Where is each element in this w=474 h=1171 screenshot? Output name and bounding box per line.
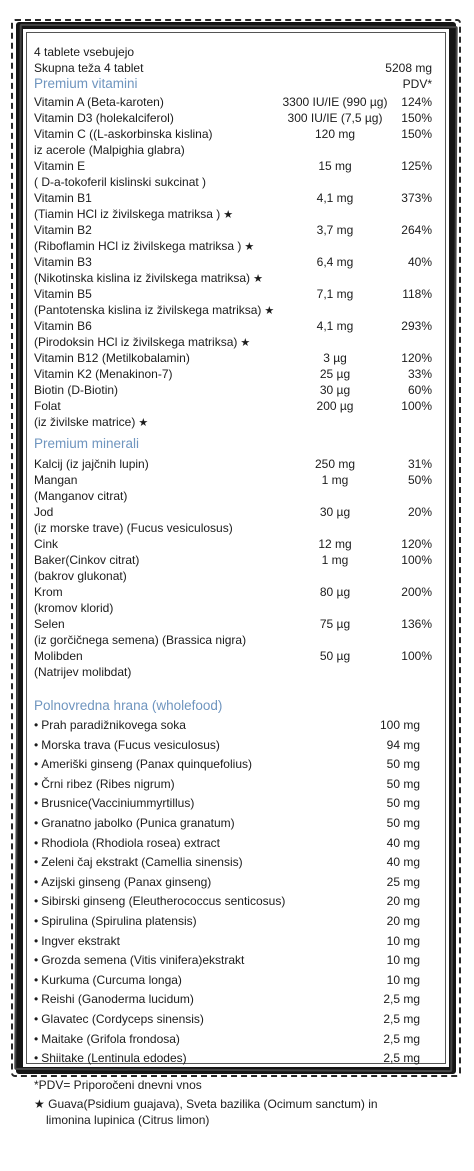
nutrient-row (34, 520, 438, 536)
nutrient-row (34, 110, 438, 126)
wholefood-list (34, 716, 438, 1069)
nutrient-amount: 4,1 mg (316, 319, 354, 333)
nutrient-amount: 1 mg (321, 473, 349, 487)
nutrient-amount: 1 mg (321, 553, 349, 567)
nutrient-amount: 200 µg (316, 399, 354, 413)
nutrient-pdv: 60% (407, 383, 432, 397)
nutrient-pdv: 136% (401, 617, 432, 631)
wholefood-row (34, 755, 438, 775)
nutrient-row (34, 366, 438, 382)
wholefood-name: Zeleni čaj ekstrakt (Camellia sinensis) (41, 855, 243, 870)
bullet-icon: • (34, 874, 39, 889)
nutrient-row (34, 552, 438, 568)
nutrient-name: (Manganov citrat) (34, 489, 128, 503)
wholefood-row (34, 736, 438, 756)
nutrient-pdv: 40% (407, 255, 432, 269)
nutrient-row (34, 568, 438, 584)
nutrient-amount: 120 mg (314, 127, 356, 141)
wholefood-amount: 20 mg (386, 913, 420, 928)
wholefood-name: Sibirski ginseng (Eleutherococcus senticosus) (41, 894, 286, 909)
star-icon: ★ (223, 209, 234, 221)
wholefood-name: Morska trava (Fucus vesiculosus) (41, 737, 220, 752)
wholefood-row (34, 1010, 438, 1030)
nutrient-row (34, 648, 438, 664)
wholefood-title: Polnovredna hrana (wholefood) (34, 698, 223, 713)
nutrient-name: Krom (34, 585, 63, 599)
bullet-icon: • (34, 1051, 39, 1066)
wholefood-row (34, 892, 438, 912)
nutrient-amount: 75 µg (319, 617, 351, 631)
nutrient-pdv: 100% (401, 649, 432, 663)
nutrient-amount: 4,1 mg (316, 191, 354, 205)
wholefood-amount: 10 mg (386, 953, 420, 968)
star-icon: ★ (240, 337, 251, 349)
nutrient-pdv: 31% (407, 457, 432, 471)
wholefood-amount: 20 mg (386, 894, 420, 909)
nutrient-name: (Pirodoksin HCl iz živilskega matriksa) ★ (34, 335, 251, 349)
nutrient-name: (Natrijev molibdat) (34, 665, 132, 679)
nutrient-row (34, 270, 438, 286)
nutrient-name: (Tiamin HCl iz živilskega matriksa ) ★ (34, 207, 234, 221)
nutrient-name: Vitamin B3 (34, 255, 92, 269)
nutrient-row (34, 302, 438, 318)
nutrient-amount: 3,7 mg (316, 223, 354, 237)
nutrient-name: Vitamin E (34, 159, 86, 173)
wholefood-amount: 50 mg (386, 776, 420, 791)
nutrient-pdv: 120% (401, 351, 432, 365)
bullet-icon: • (34, 913, 39, 928)
nutrient-row (34, 94, 438, 110)
nutrient-row (34, 504, 438, 520)
nutrient-name: Biotin (D-Biotin) (34, 383, 119, 397)
nutrient-name: Vitamin B6 (34, 319, 92, 333)
nutrient-amount: 300 IU/IE (7,5 µg) (287, 111, 383, 125)
wholefood-name: Ameriški ginseng (Panax quinquefolius) (41, 757, 252, 772)
nutrient-row (34, 584, 438, 600)
bullet-icon: • (34, 757, 39, 772)
nutrient-row (34, 382, 438, 398)
bullet-icon: • (34, 1031, 39, 1046)
nutrient-amount: 30 µg (319, 383, 351, 397)
wholefood-amount: 50 mg (386, 796, 420, 811)
nutrient-row (34, 158, 438, 174)
bullet-icon: • (34, 835, 39, 850)
nutrient-pdv: 100% (401, 553, 432, 567)
wholefood-amount: 10 mg (386, 972, 420, 987)
star-footnote (34, 1096, 438, 1112)
nutrient-name: (Nikotinska kislina iz živilskega matriksa) ★ (34, 271, 263, 285)
wholefood-row (34, 1030, 438, 1050)
nutrient-name: (kromov klorid) (34, 601, 114, 615)
nutrient-pdv: 200% (401, 585, 432, 599)
wholefood-name: Azijski ginseng (Panax ginseng) (41, 874, 212, 889)
nutrient-name: Selen (34, 617, 65, 631)
nutrient-pdv: 150% (401, 111, 432, 125)
nutrient-name: Folat (34, 399, 61, 413)
bullet-icon: • (34, 1011, 39, 1026)
total-weight-value: 5208 mg (385, 61, 432, 75)
nutrient-name: Mangan (34, 473, 78, 487)
nutrient-name: ( D-a-tokoferil kislinski sukcinat ) (34, 175, 207, 189)
pdv-footnote: *PDV= Priporočeni dnevni vnos (34, 1077, 202, 1092)
nutrient-name: Cink (34, 537, 59, 551)
nutrient-row (34, 142, 438, 158)
nutrient-name: (iz živilske matrice) ★ (34, 415, 149, 429)
total-weight-label: Skupna teža 4 tablet (34, 61, 144, 75)
nutrient-name: Vitamin K2 (Menakinon-7) (34, 367, 173, 381)
nutrient-name: Vitamin D3 (holekalciferol) (34, 111, 174, 125)
nutrient-pdv: 150% (401, 127, 432, 141)
nutrient-name: (bakrov glukonat) (34, 569, 127, 583)
nutrient-name: Vitamin B2 (34, 223, 92, 237)
nutrient-name: iz acerole (Malpighia glabra) (34, 143, 185, 157)
nutrient-row (34, 488, 438, 504)
wholefood-amount: 2,5 mg (383, 1011, 420, 1026)
nutrient-name: Kalcij (iz jajčnih lupin) (34, 457, 149, 471)
nutrient-row (34, 414, 438, 430)
nutrient-row (34, 616, 438, 632)
nutrient-name: (Pantotenska kislina iz živilskega matriksa) ★ (34, 303, 275, 317)
wholefood-row (34, 794, 438, 814)
nutrient-amount: 3 µg (323, 351, 347, 365)
bullet-icon: • (34, 855, 39, 870)
bullet-icon: • (34, 815, 39, 830)
wholefood-name: Rhodiola (Rhodiola rosea) extract (41, 835, 220, 850)
wholefood-amount: 100 mg (379, 718, 420, 732)
wholefood-name: Prah paradižnikovega soka (41, 718, 186, 732)
nutrient-amount: 50 µg (319, 649, 351, 663)
nutrient-pdv: 100% (401, 399, 432, 413)
nutrient-row (34, 472, 438, 488)
nutrient-row (34, 334, 438, 350)
nutrient-row (34, 254, 438, 270)
wholefood-row (34, 873, 438, 893)
nutrient-name: Vitamin B12 (Metilkobalamin) (34, 351, 190, 365)
minerals-list (34, 456, 438, 680)
nutrient-amount: 7,1 mg (316, 287, 354, 301)
nutrient-pdv: 50% (407, 473, 432, 487)
bullet-icon: • (34, 992, 39, 1007)
nutrient-name: (Riboflamin HCl iz živilskega matriksa ) ★ (34, 239, 255, 253)
wholefood-name: Granatno jabolko (Punica granatum) (41, 815, 235, 830)
wholefood-name: Brusnice(Vacciniummyrtillus) (41, 796, 195, 811)
nutrient-amount: 25 µg (319, 367, 351, 381)
nutrient-row (34, 456, 438, 472)
nutrient-pdv: 293% (401, 319, 432, 333)
wholefood-name: Ingver ekstrakt (41, 933, 120, 948)
nutrient-row (34, 318, 438, 334)
wholefood-section-header (34, 698, 438, 716)
nutrient-row (34, 286, 438, 302)
serving-label: 4 tablete vsebujejo (34, 45, 135, 59)
wholefood-name: Maitake (Grifola frondosa) (41, 1031, 180, 1046)
wholefood-amount: 2,5 mg (383, 1051, 420, 1066)
star-icon: ★ (138, 417, 149, 429)
vitamins-title: Premium vitamini (34, 76, 138, 91)
wholefood-row (34, 775, 438, 795)
nutrient-amount: 80 µg (319, 585, 351, 599)
bullet-icon: • (34, 933, 39, 948)
header-row-1 (34, 44, 438, 60)
wholefood-row (34, 834, 438, 854)
nutrient-amount: 250 mg (314, 457, 356, 471)
nutrient-name: Vitamin A (Beta-karoten) (34, 95, 164, 109)
nutrient-row (34, 174, 438, 190)
wholefood-row (34, 912, 438, 932)
nutrient-row (34, 238, 438, 254)
nutrient-pdv: 125% (401, 159, 432, 173)
bullet-icon: • (34, 718, 39, 732)
wholefood-row (34, 814, 438, 834)
bullet-icon: • (34, 953, 39, 968)
minerals-title: Premium minerali (34, 436, 140, 451)
nutrient-name: Vitamin B1 (34, 191, 92, 205)
nutrient-row (34, 222, 438, 238)
star-icon: ★ (264, 305, 275, 317)
star-icon: ★ (34, 1096, 45, 1111)
wholefood-amount: 40 mg (386, 855, 420, 870)
wholefood-row (34, 1049, 438, 1069)
wholefood-row (34, 971, 438, 991)
nutrient-amount: 15 mg (318, 159, 352, 173)
bullet-icon: • (34, 796, 39, 811)
nutrient-pdv: 33% (407, 367, 432, 381)
nutrient-row (34, 536, 438, 552)
bullet-icon: • (34, 894, 39, 909)
nutrient-row (34, 126, 438, 142)
nutrient-name: Jod (34, 505, 54, 519)
nutrient-row (34, 398, 438, 414)
wholefood-name: Shiitake (Lentinula edodes) (41, 1051, 187, 1066)
bullet-icon: • (34, 776, 39, 791)
nutrient-pdv: 120% (401, 537, 432, 551)
wholefood-amount: 94 mg (386, 737, 420, 752)
nutrient-pdv: 264% (401, 223, 432, 237)
nutrient-row (34, 190, 438, 206)
nutrient-pdv: 20% (407, 505, 432, 519)
nutrient-row (34, 664, 438, 680)
wholefood-amount: 50 mg (386, 815, 420, 830)
wholefood-name: Grozda semena (Vitis vinifera)ekstrakt (41, 953, 245, 968)
wholefood-amount: 25 mg (386, 874, 420, 889)
wholefood-row (34, 932, 438, 952)
nutrient-row (34, 206, 438, 222)
nutrient-amount: 12 mg (318, 537, 352, 551)
wholefood-amount: 10 mg (386, 933, 420, 948)
star-footnote-line1: Guava(Psidium guajava), Sveta bazilika (Ocimum sanctum) in (48, 1096, 378, 1111)
bullet-icon: • (34, 972, 39, 987)
pdv-header: PDV* (402, 77, 432, 91)
wholefood-amount: 40 mg (386, 835, 420, 850)
wholefood-row (34, 853, 438, 873)
nutrient-amount: 6,4 mg (316, 255, 354, 269)
vitamins-list (34, 94, 438, 430)
nutrient-name: (iz gorčičnega semena) (Brassica nigra) (34, 633, 247, 647)
nutrient-name: Molibden (34, 649, 83, 663)
wholefood-name: Kurkuma (Curcuma longa) (41, 972, 182, 987)
wholefood-amount: 2,5 mg (383, 992, 420, 1007)
nutrient-pdv: 373% (401, 191, 432, 205)
header-row-2 (34, 60, 438, 76)
nutrient-amount: 30 µg (319, 505, 351, 519)
nutrient-row (34, 632, 438, 648)
nutrient-name: Baker(Cinkov citrat) (34, 553, 140, 567)
minerals-section-header (34, 436, 438, 454)
supplement-facts-panel (34, 44, 438, 1128)
star-icon: ★ (244, 241, 255, 253)
nutrient-name: Vitamin B5 (34, 287, 92, 301)
wholefood-amount: 2,5 mg (383, 1031, 420, 1046)
wholefood-row (34, 951, 438, 971)
vitamins-section-header (34, 76, 438, 94)
nutrient-name: (iz morske trave) (Fucus vesiculosus) (34, 521, 233, 535)
nutrient-pdv: 118% (402, 287, 432, 301)
star-footnote-line2: limonina lupinica (Citrus limon) (46, 1112, 210, 1127)
wholefood-amount: 50 mg (386, 757, 420, 772)
wholefood-name: Črni ribez (Ribes nigrum) (41, 776, 175, 791)
nutrient-pdv: 124% (401, 95, 432, 109)
nutrient-name: Vitamin C ((L-askorbinska kislina) (34, 127, 213, 141)
nutrient-row (34, 350, 438, 366)
star-icon: ★ (253, 273, 263, 285)
wholefood-name: Glavatec (Cordyceps sinensis) (41, 1011, 204, 1026)
wholefood-row (34, 990, 438, 1010)
wholefood-row (34, 716, 438, 736)
wholefood-name: Reishi (Ganoderma lucidum) (41, 992, 194, 1007)
nutrient-amount: 3300 IU/IE (990 µg) (282, 95, 388, 109)
bullet-icon: • (34, 737, 39, 752)
wholefood-name: Spirulina (Spirulina platensis) (41, 913, 197, 928)
nutrient-row (34, 600, 438, 616)
